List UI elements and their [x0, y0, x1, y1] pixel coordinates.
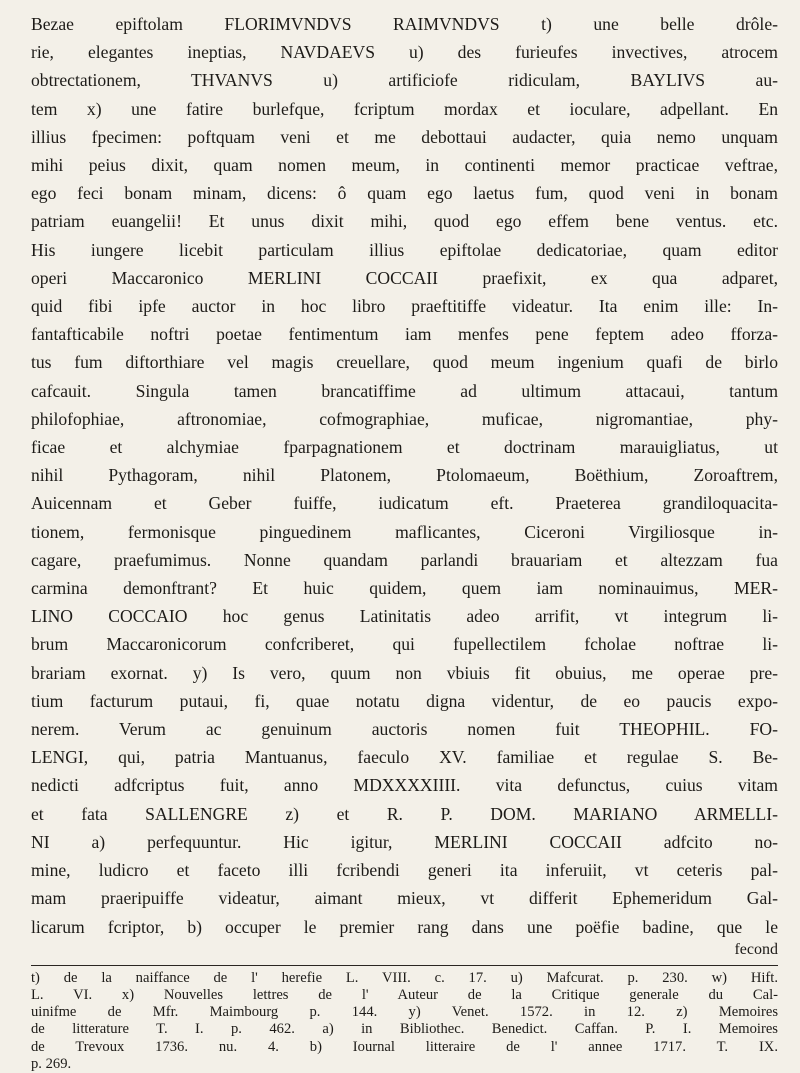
text-line: brum Maccaronicorum confcriberet, qui fupellectilem fcholae noftrae li-	[31, 634, 778, 655]
text-line: philofophiae, aftronomiae, cofmographiae, muficae, nigromantiae, phy-	[31, 408, 778, 429]
text-line: tionem, fermonisque pinguedinem maflicantes, Ciceroni Virgiliosque in-	[31, 521, 778, 542]
footnote-line: de Trevoux 1736. nu. 4. b) Iournal litteraire de l' annee 1717. T. IX.	[31, 1038, 778, 1055]
catchword-text: fecond	[734, 940, 778, 958]
main-text	[31, 10, 778, 941]
footnote-line: L. VI. x) Nouvelles lettres de l' Auteur de la Critique generale du Cal-	[31, 986, 778, 1003]
footnote-rule	[31, 965, 778, 966]
text-line: tus fum diftorthiare vel magis creuellare, quod meum ingenium quafi de birlo	[31, 352, 778, 373]
catchword	[31, 941, 778, 959]
text-line: rie, elegantes ineptias, NAVDAEVS u) des furieufes invectives, atrocem	[31, 42, 778, 63]
text-line: tem x) une fatire burlefque, fcriptum mordax et ioculare, adpellant. En	[31, 98, 778, 119]
footnote-line: uinifme de Mfr. Maimbourg p. 144. y) Venet. 1572. in 12. z) Memoires	[31, 1004, 778, 1021]
text-line: tium facturum putaui, fi, quae notatu digna videntur, de eo paucis expo-	[31, 690, 778, 711]
text-line: nerem. Verum ac genuinum auctoris nomen fuit THEOPHIL. FO-	[31, 719, 778, 740]
text-line: fantafticabile noftri poetae fentimentum iam menfes pene feptem adeo fforza-	[31, 324, 778, 345]
text-line: brariam exornat. y) Is vero, quum non vbiuis fit obuius, me operae pre-	[31, 662, 778, 683]
text-line: licarum fcriptor, b) occuper le premier rang dans une poëfie badine, que le	[31, 916, 778, 937]
footnote-line: de litterature T. I. p. 462. a) in Bibliothec. Benedict. Caffan. P. I. Memoires	[31, 1021, 778, 1038]
text-line: illius fpecimen: poftquam veni et me debottaui audacter, quia nemo unquam	[31, 126, 778, 147]
text-line: cagare, praefumimus. Nonne quandam parlandi brauariam et altezzam fua	[31, 549, 778, 570]
text-line: His iungere licebit particulam illius epiftolae dedicatoriae, quam editor	[31, 239, 778, 260]
text-line: et fata SALLENGRE z) et R. P. DOM. MARIANO ARMELLI-	[31, 803, 778, 824]
text-line: nihil Pythagoram, nihil Platonem, Ptolomaeum, Boëthium, Zoroaftrem,	[31, 465, 778, 486]
text-line: patriam euangelii! Et unus dixit mihi, quod ego effem bene ventus. etc.	[31, 211, 778, 232]
text-line: mihi peius dixit, quam nomen meum, in continenti memor practicae veftrae,	[31, 155, 778, 176]
text-line: NI a) perfequuntur. Hic igitur, MERLINI COCCAII adfcito no-	[31, 831, 778, 852]
text-line: cafcauit. Singula tamen brancatiffime ad ultimum attacaui, tantum	[31, 380, 778, 401]
text-line: carmina demonftrant? Et huic quidem, quem iam nominauimus, MER-	[31, 578, 778, 599]
text-line: ego feci bonam minam, dicens: ô quam ego laetus fum, quod veni in bonam	[31, 183, 778, 204]
footnote-line: p. 269.	[31, 1055, 72, 1072]
text-line: Auicennam et Geber fuiffe, iudicatum eft. Praeterea grandiloquacita-	[31, 493, 778, 514]
text-line: LINO COCCAIO hoc genus Latinitatis adeo arrifit, vt integrum li-	[31, 606, 778, 627]
text-line: Bezae epiftolam FLORIMVNDVS RAIMVNDVS t) une belle drôle-	[31, 14, 778, 34]
footnote-line: t) de la naiffance de l' herefie L. VIII. c. 17. u) Mafcurat. p. 230. w) Hift.	[31, 969, 778, 986]
text-line: ficae et alchymiae fparpagnationem et doctrinam marauigliatus, ut	[31, 437, 778, 458]
text-line: mine, ludicro et faceto illi fcribendi generi ita inferuiit, vt ceteris pal-	[31, 860, 778, 881]
text-line: mam praeripuiffe videatur, aimant mieux, vt differit Ephemeridum Gal-	[31, 888, 778, 909]
text-line: obtrectationem, THVANVS u) artificiofe ridiculam, BAYLIVS au-	[31, 70, 778, 91]
text-line: LENGI, qui, patria Mantuanus, faeculo XV. familiae et regulae S. Be-	[31, 747, 778, 768]
text-line: quid fibi ipfe auctor in hoc libro praeftitiffe videatur. Ita enim ille: In-	[31, 296, 778, 317]
text-line: nedicti adfcriptus fuit, anno MDXXXXIIII. vita defunctus, cuius vitam	[31, 775, 778, 796]
footnotes	[31, 970, 778, 1073]
text-line: operi Maccaronico MERLINI COCCAII praefixit, ex qua adparet,	[31, 267, 778, 288]
